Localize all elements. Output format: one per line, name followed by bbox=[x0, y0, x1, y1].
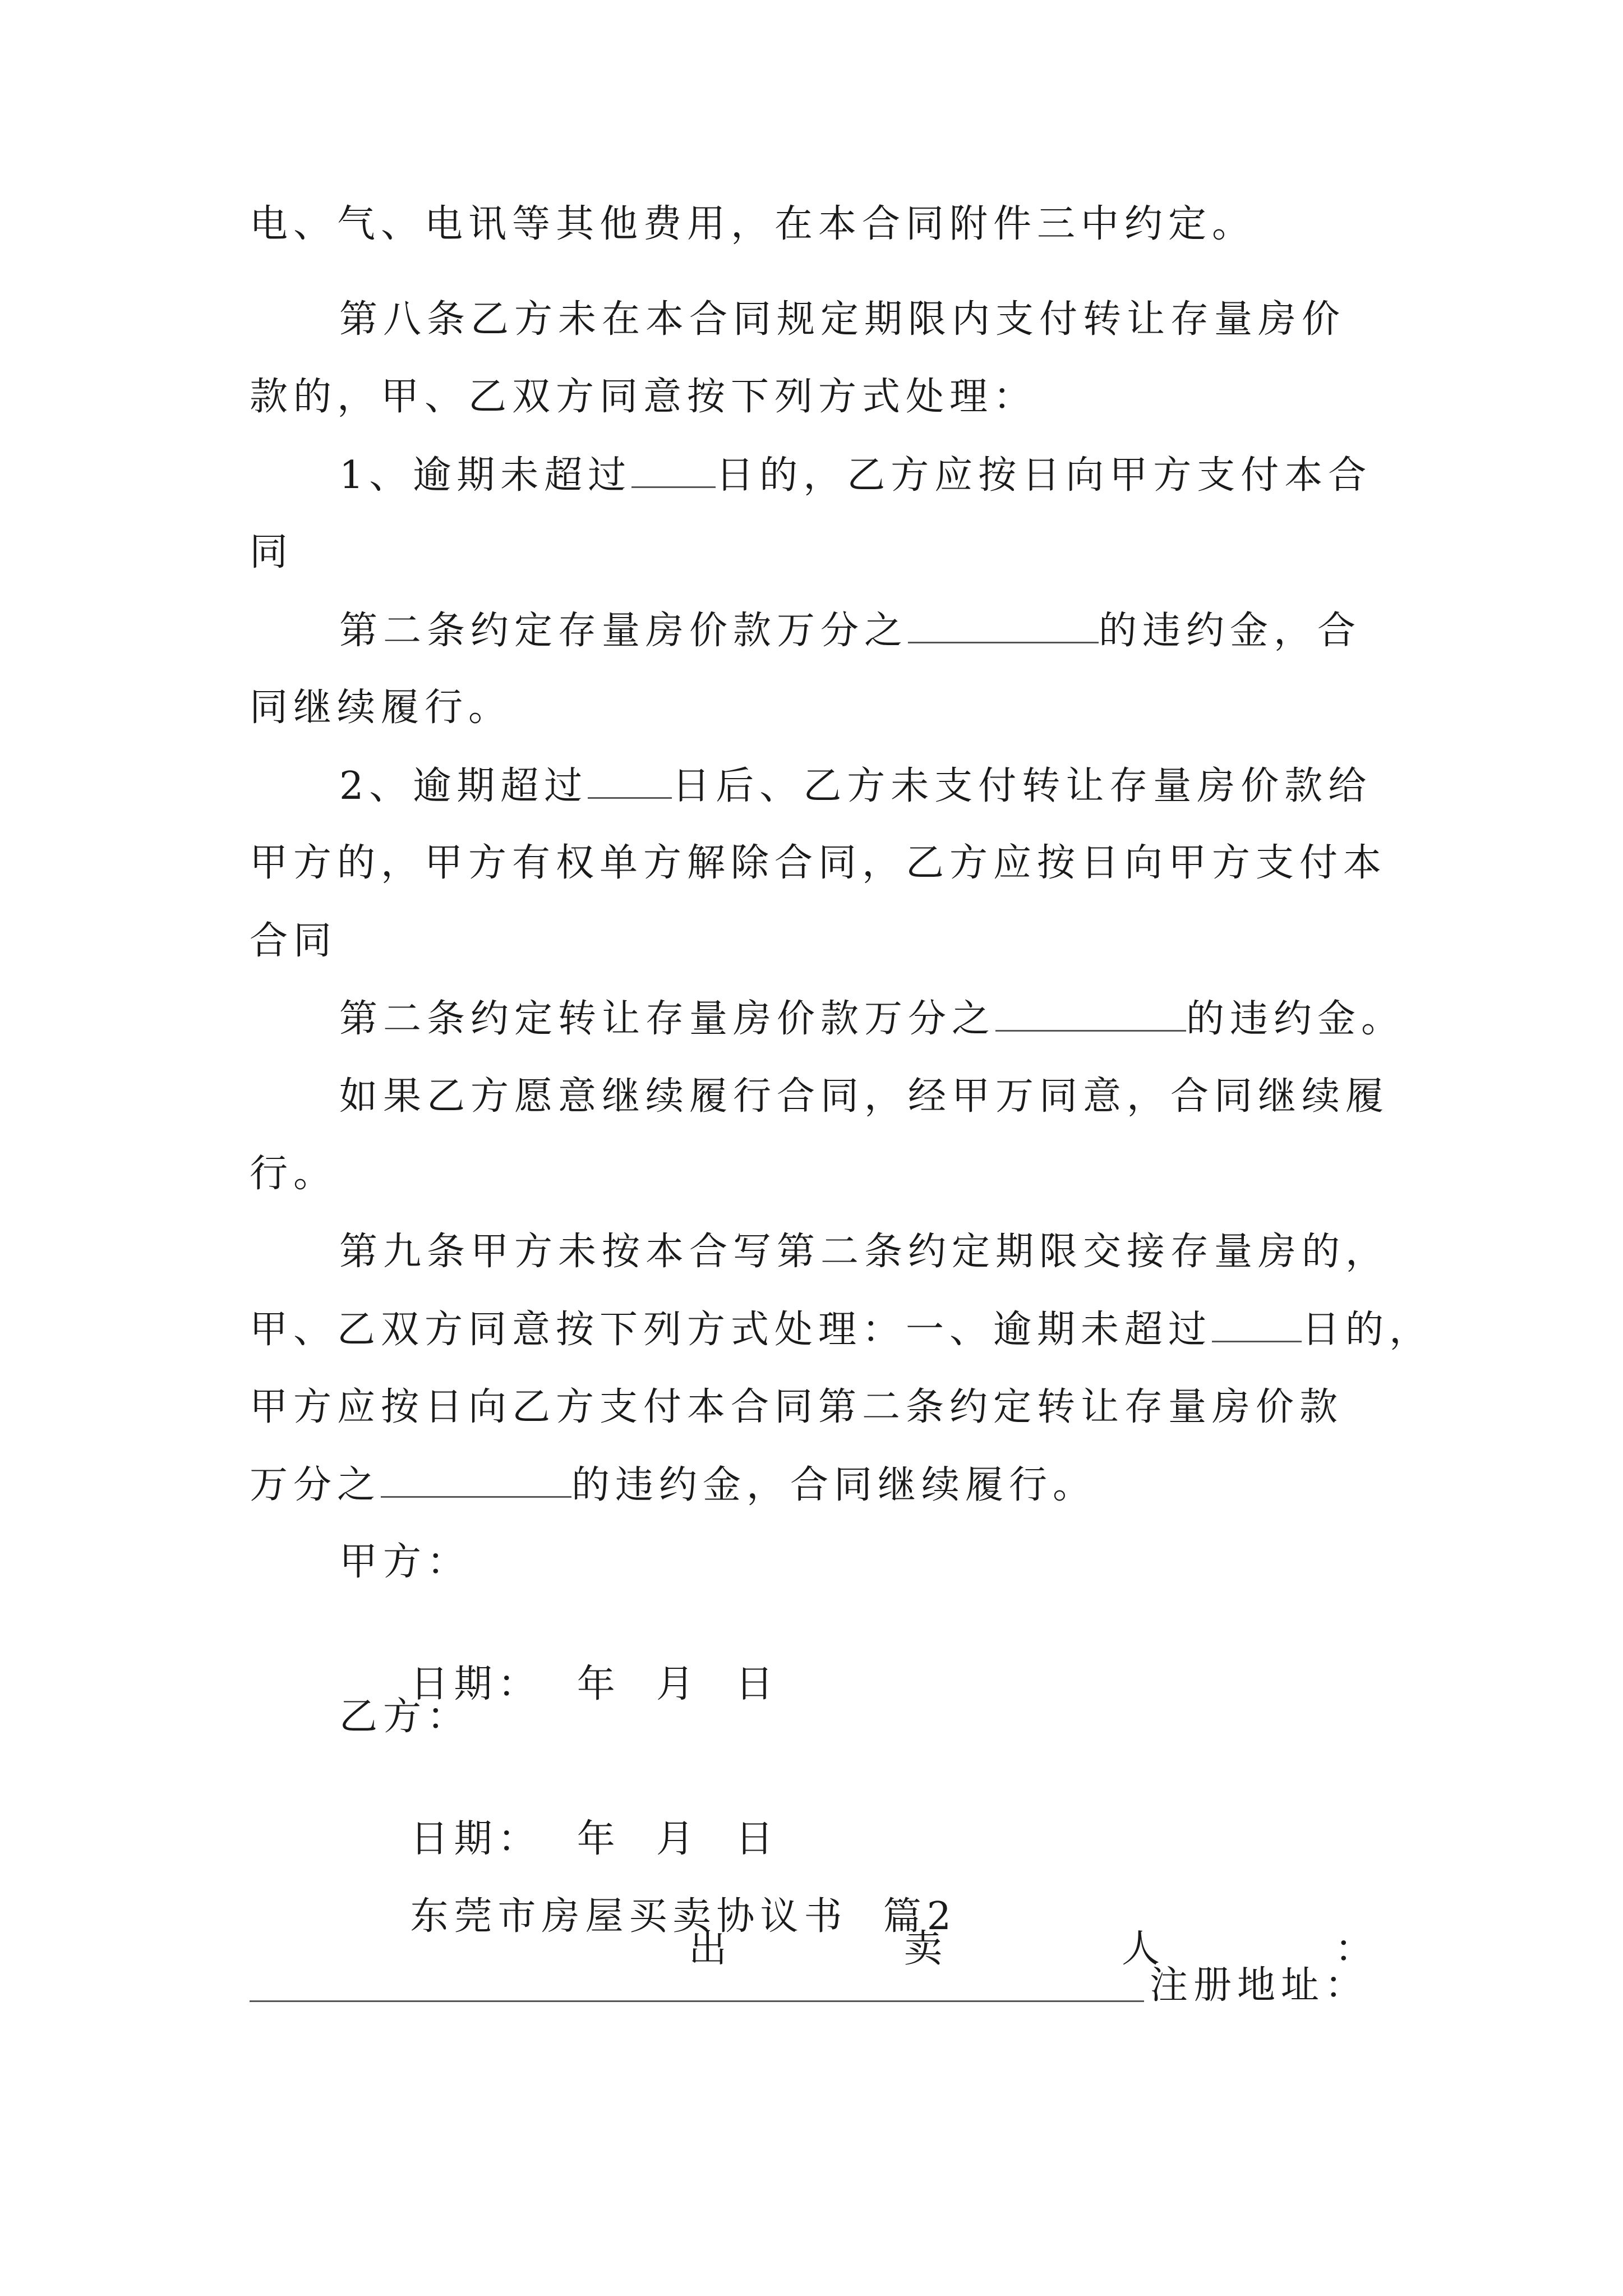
item-2-line-3: 合同 bbox=[250, 919, 338, 963]
seller-char-1: 出 bbox=[689, 1927, 727, 1971]
seller-name-blank bbox=[250, 2000, 1144, 2002]
fill-blank bbox=[631, 453, 716, 488]
seller-char-2: 卖 bbox=[904, 1927, 943, 1971]
article-8-line-2: 款的，甲、乙双方同意按下列方式处理： bbox=[250, 375, 1038, 419]
article-8-line-1: 第八条乙方未在本合同规定期限内支付转让存量房价 bbox=[339, 297, 1346, 342]
seller-colon: ： bbox=[1335, 1927, 1373, 1971]
item-1-line-4: 同继续履行。 bbox=[250, 685, 513, 730]
party-b-date: 日期： 年 月 日 bbox=[410, 1817, 780, 1861]
item-2-line-1: 2、逾期超过 日后、乙方未支付转让存量房价款给 bbox=[339, 764, 1372, 808]
party-a-date: 日期： 年 月 日 bbox=[410, 1662, 780, 1706]
article-9-line-1: 第九条甲方未按本合写第二条约定期限交接存量房的， bbox=[339, 1230, 1390, 1274]
fill-blank bbox=[588, 763, 672, 799]
seller-char-3: 人 bbox=[1122, 1927, 1160, 1971]
item-1-line-3: 第二条约定存量房价款万分之 的违约金，合 bbox=[339, 609, 1362, 653]
item-1-line-2: 同 bbox=[250, 530, 294, 574]
fill-blank bbox=[995, 996, 1186, 1032]
item-1-line-1: 1、逾期未超过 日的，乙方应按日向甲方支付本合 bbox=[339, 453, 1372, 498]
fill-blank bbox=[1212, 1307, 1302, 1342]
item-2-line-4: 第二条约定转让存量房价款万分之 的违约金。 bbox=[339, 997, 1405, 1041]
article-9-line-3: 甲方应按日向乙方支付本合同第二条约定转让存量房价款 bbox=[250, 1385, 1344, 1429]
item-2-line-6: 行。 bbox=[250, 1152, 338, 1196]
article-9-line-2: 甲、乙双方同意按下列方式处理：一、逾期未超过 日的， bbox=[250, 1308, 1433, 1352]
registered-address-label: 注册地址： bbox=[1150, 1963, 1369, 2008]
section-2-title: 东莞市房屋买卖协议书 篇2 bbox=[410, 1894, 957, 1939]
fill-blank bbox=[908, 608, 1099, 643]
party-b-label: 乙方： bbox=[339, 1695, 471, 1739]
article-9-line-4: 万分之 的违约金，合同继续履行。 bbox=[250, 1463, 1097, 1507]
fill-blank bbox=[381, 1462, 571, 1498]
paragraph-tail: 电、气、电讯等其他费用，在本合同附件三中约定。 bbox=[250, 202, 1256, 246]
party-a-label: 甲方： bbox=[339, 1540, 471, 1584]
item-2-line-5: 如果乙方愿意继续履行合同，经甲万同意，合同继续履 bbox=[339, 1074, 1390, 1119]
item-2-line-2: 甲方的，甲方有权单方解除合同，乙方应按日向甲方支付本 bbox=[250, 841, 1387, 885]
